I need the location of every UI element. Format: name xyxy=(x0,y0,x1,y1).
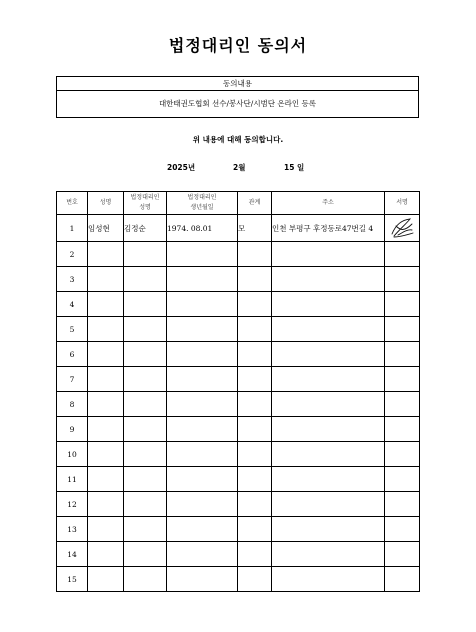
cell-relation xyxy=(238,342,272,367)
cell-guardian-birth xyxy=(167,367,238,392)
header-no: 번호 xyxy=(57,192,88,215)
table-row xyxy=(57,517,420,542)
cell-relation xyxy=(238,542,272,567)
cell-address xyxy=(272,317,385,342)
cell-no: 3 xyxy=(57,267,88,292)
header-name: 성명 xyxy=(88,192,124,215)
cell-signature xyxy=(385,567,420,592)
cell-relation xyxy=(238,467,272,492)
cell-signature xyxy=(385,215,420,242)
cell-relation xyxy=(238,417,272,442)
agreement-statement: 위 내용에 대해 동의합니다. xyxy=(192,135,284,144)
cell-relation xyxy=(238,517,272,542)
cell-guardian-name xyxy=(124,442,167,467)
cell-no: 5 xyxy=(57,317,88,342)
cell-signature xyxy=(385,517,420,542)
table-row xyxy=(57,342,420,367)
cell-signature xyxy=(385,417,420,442)
cell-guardian-birth xyxy=(167,317,238,342)
table-row xyxy=(57,467,420,492)
cell-relation xyxy=(238,567,272,592)
table-row xyxy=(57,215,420,242)
table-row xyxy=(57,392,420,417)
cell-name xyxy=(88,292,124,317)
date-day: 15 일 xyxy=(284,163,305,172)
cell-address xyxy=(272,392,385,417)
cell-no: 14 xyxy=(57,542,88,567)
cell-guardian-name xyxy=(124,367,167,392)
cell-guardian-name xyxy=(124,492,167,517)
document-title: 법정대리인 동의서 xyxy=(168,36,308,55)
cell-no: 15 xyxy=(57,567,88,592)
header-signature: 서명 xyxy=(385,192,420,215)
cell-guardian-birth xyxy=(167,242,238,267)
cell-guardian-name xyxy=(124,467,167,492)
cell-signature xyxy=(385,542,420,567)
cell-guardian-name xyxy=(124,267,167,292)
cell-relation xyxy=(238,442,272,467)
table-row xyxy=(57,417,420,442)
cell-name xyxy=(88,342,124,367)
signature-mark xyxy=(388,216,416,240)
cell-signature xyxy=(385,317,420,342)
cell-signature xyxy=(385,367,420,392)
cell-signature xyxy=(385,342,420,367)
header-relation: 관계 xyxy=(238,192,272,215)
cell-no: 11 xyxy=(57,467,88,492)
guardian-consent-table xyxy=(56,191,420,592)
cell-no: 7 xyxy=(57,367,88,392)
cell-name xyxy=(88,317,124,342)
cell-no: 4 xyxy=(57,292,88,317)
cell-address xyxy=(272,417,385,442)
date-year: 2025년 xyxy=(167,163,196,172)
cell-signature xyxy=(385,242,420,267)
table-row xyxy=(57,542,420,567)
cell-no: 12 xyxy=(57,492,88,517)
cell-guardian-name xyxy=(124,392,167,417)
cell-guardian-name xyxy=(124,317,167,342)
cell-relation xyxy=(238,292,272,317)
cell-guardian-name xyxy=(124,542,167,567)
cell-relation xyxy=(238,392,272,417)
cell-name xyxy=(88,517,124,542)
cell-guardian-birth xyxy=(167,442,238,467)
table-row xyxy=(57,317,420,342)
cell-relation xyxy=(238,367,272,392)
cell-address xyxy=(272,567,385,592)
table-row xyxy=(57,292,420,317)
cell-no: 13 xyxy=(57,517,88,542)
cell-guardian-birth xyxy=(167,392,238,417)
cell-guardian-birth xyxy=(167,267,238,292)
header-address: 주소 xyxy=(272,192,385,215)
cell-address xyxy=(272,467,385,492)
cell-no: 10 xyxy=(57,442,88,467)
cell-relation: 모 xyxy=(238,215,272,242)
cell-guardian-birth xyxy=(167,417,238,442)
cell-address xyxy=(272,442,385,467)
cell-relation xyxy=(238,267,272,292)
consent-box xyxy=(56,76,419,118)
header-guardian-name: 법정대리인 성명 xyxy=(124,192,167,215)
cell-address xyxy=(272,292,385,317)
cell-signature xyxy=(385,442,420,467)
cell-signature xyxy=(385,292,420,317)
cell-guardian-birth xyxy=(167,467,238,492)
cell-name xyxy=(88,267,124,292)
cell-address xyxy=(272,517,385,542)
consent-heading: 동의내용 xyxy=(57,77,418,91)
cell-no: 2 xyxy=(57,242,88,267)
consent-body: 대한태권도협회 선수/봉사단/시범단 온라인 등록 xyxy=(158,99,317,108)
cell-no: 6 xyxy=(57,342,88,367)
cell-relation xyxy=(238,242,272,267)
cell-address xyxy=(272,267,385,292)
cell-signature xyxy=(385,392,420,417)
cell-relation xyxy=(238,492,272,517)
cell-guardian-name xyxy=(124,417,167,442)
table-row xyxy=(57,492,420,517)
table-header-row xyxy=(57,192,420,215)
cell-guardian-name xyxy=(124,342,167,367)
cell-address xyxy=(272,492,385,517)
cell-name xyxy=(88,542,124,567)
table-row xyxy=(57,567,420,592)
cell-guardian-name: 김정순 xyxy=(124,215,167,242)
cell-no: 9 xyxy=(57,417,88,442)
cell-guardian-birth xyxy=(167,517,238,542)
cell-address xyxy=(272,242,385,267)
cell-guardian-birth xyxy=(167,492,238,517)
cell-name xyxy=(88,242,124,267)
cell-name xyxy=(88,367,124,392)
cell-name xyxy=(88,442,124,467)
cell-guardian-name xyxy=(124,242,167,267)
cell-no: 1 xyxy=(57,215,88,242)
cell-guardian-name xyxy=(124,567,167,592)
table-row xyxy=(57,367,420,392)
cell-name xyxy=(88,417,124,442)
table-row xyxy=(57,267,420,292)
cell-guardian-name xyxy=(124,292,167,317)
cell-guardian-birth xyxy=(167,542,238,567)
cell-guardian-birth xyxy=(167,342,238,367)
cell-name xyxy=(88,467,124,492)
table-row xyxy=(57,442,420,467)
cell-guardian-birth xyxy=(167,292,238,317)
cell-guardian-birth: 1974. 08.01 xyxy=(167,215,238,242)
cell-name xyxy=(88,567,124,592)
cell-signature xyxy=(385,267,420,292)
cell-address xyxy=(272,542,385,567)
cell-address xyxy=(272,367,385,392)
cell-address xyxy=(272,342,385,367)
cell-name: 임성현 xyxy=(88,215,124,242)
cell-guardian-name xyxy=(124,517,167,542)
cell-no: 8 xyxy=(57,392,88,417)
cell-address: 인천 부평구 후정동로47번길 4 xyxy=(272,215,385,242)
header-guardian-birth: 법정대리인 생년월일 xyxy=(167,192,238,215)
table-row xyxy=(57,242,420,267)
cell-name xyxy=(88,492,124,517)
date-month: 2월 xyxy=(233,163,246,172)
cell-name xyxy=(88,392,124,417)
cell-relation xyxy=(238,317,272,342)
cell-guardian-birth xyxy=(167,567,238,592)
cell-signature xyxy=(385,492,420,517)
cell-signature xyxy=(385,467,420,492)
